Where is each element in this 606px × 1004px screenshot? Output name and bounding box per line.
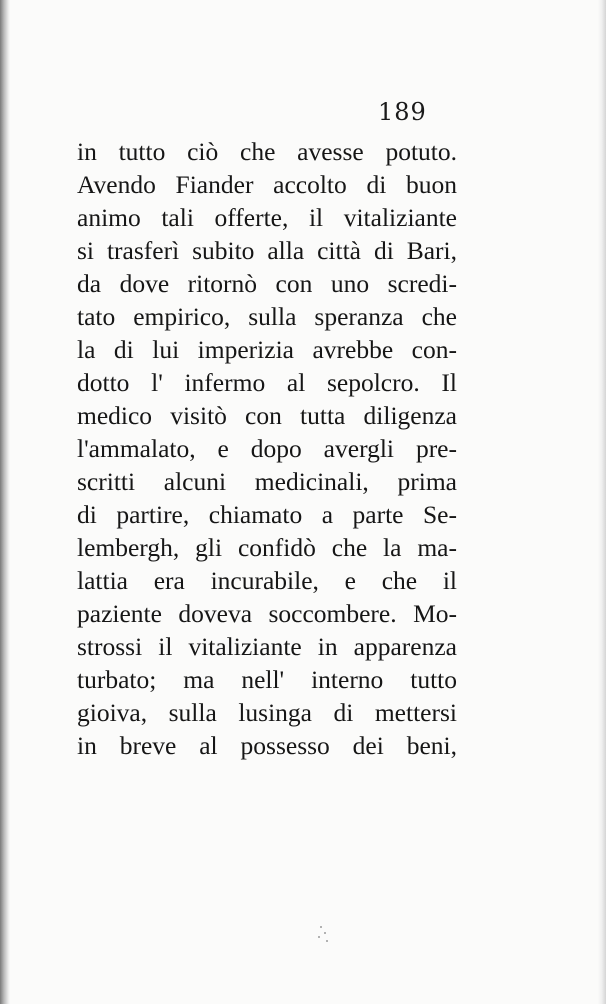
text-line-3: animo tali offerte, il vitaliziante	[77, 203, 457, 232]
page-gutter-shadow	[0, 0, 10, 1004]
speck	[318, 936, 320, 938]
speck	[326, 940, 328, 942]
text-line-5: da dove ritornò con uno scredi-	[77, 269, 457, 298]
text-line-13: lembergh, gli confidò che la ma-	[77, 533, 457, 562]
page-number: 189	[378, 98, 427, 126]
text-line-8: dotto l' infermo al sepolcro. Il	[77, 368, 457, 397]
text-line-14: lattia era incurabile, e che il	[77, 566, 457, 595]
text-line-16: strossi il vitaliziante in apparenza	[77, 632, 457, 661]
speck	[320, 926, 322, 928]
speck	[324, 932, 326, 934]
text-line-19: in breve al possesso dei beni,	[77, 731, 457, 760]
text-line-1: in tutto ciò che avesse potuto.	[77, 137, 457, 166]
text-line-18: gioiva, sulla lusinga di mettersi	[77, 698, 457, 727]
text-line-12: di partire, chiamato a parte Se-	[77, 500, 457, 529]
text-line-10: l'ammalato, e dopo avergli pre-	[77, 434, 457, 463]
text-line-11: scritti alcuni medicinali, prima	[77, 467, 457, 496]
text-line-4: si trasferì subito alla città di Bari,	[77, 236, 457, 265]
text-line-2: Avendo Fiander accolto di buon	[77, 170, 457, 199]
page-edge-shadow	[598, 0, 606, 1004]
text-line-6: tato empirico, sulla speranza che	[77, 302, 457, 331]
paper-specks	[300, 920, 340, 950]
body-text	[77, 135, 457, 762]
text-line-7: la di lui imperizia avrebbe con-	[77, 335, 457, 364]
text-line-9: medico visitò con tutta diligenza	[77, 401, 457, 430]
text-line-17: turbato; ma nell' interno tutto	[77, 665, 457, 694]
text-line-15: paziente doveva soccombere. Mo-	[77, 599, 457, 628]
